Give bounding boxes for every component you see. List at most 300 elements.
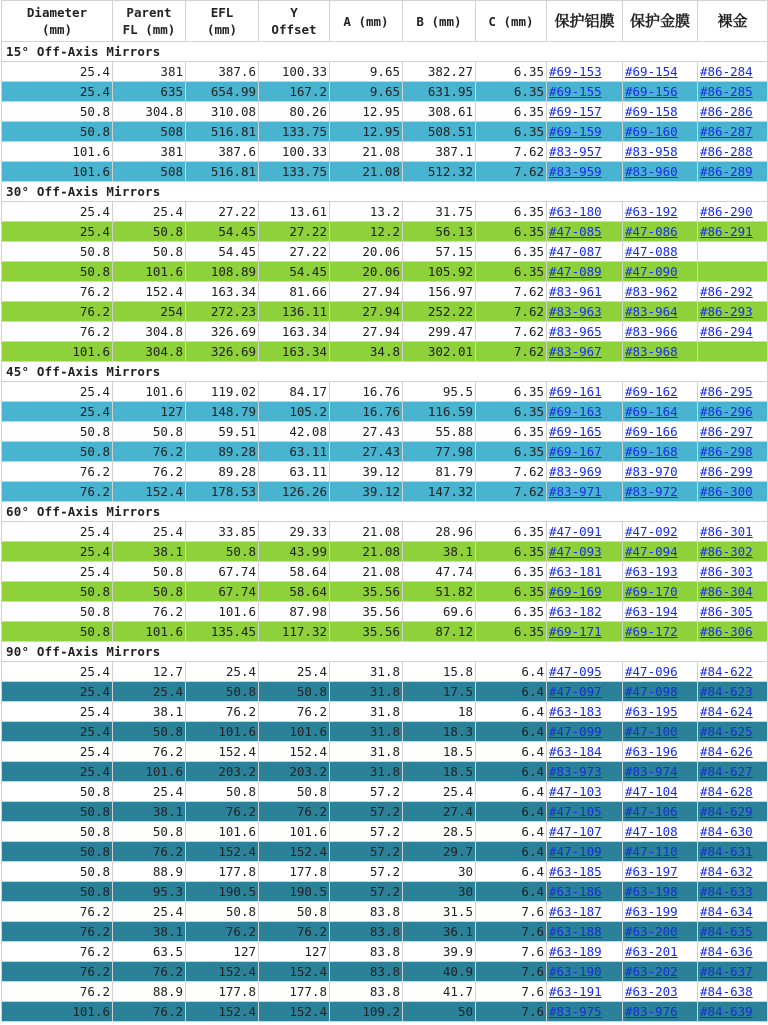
part-number-link[interactable]: #83-965 (549, 324, 602, 339)
cell-b: 81.79 (403, 462, 476, 482)
part-number-link[interactable]: #47-099 (549, 724, 602, 739)
part-number-link[interactable]: #86-306 (700, 624, 753, 639)
part-number-link[interactable]: #86-290 (700, 204, 753, 219)
part-number-link[interactable]: #47-094 (625, 544, 678, 559)
part-number-link[interactable]: #84-634 (700, 904, 753, 919)
part-number-link[interactable]: #63-180 (549, 204, 602, 219)
cell-a: 12.95 (330, 102, 403, 122)
cell-gold-part (623, 942, 698, 962)
part-number-link[interactable]: #63-188 (549, 924, 602, 939)
cell-diameter: 76.2 (2, 282, 113, 302)
cell-b: 50 (403, 1002, 476, 1022)
cell-parent-fl: 88.9 (113, 862, 186, 882)
part-number-link[interactable]: #47-110 (625, 844, 678, 859)
cell-parent-fl: 381 (113, 142, 186, 162)
cell-b: 25.4 (403, 782, 476, 802)
part-number-link[interactable]: #69-158 (625, 104, 678, 119)
cell-diameter: 76.2 (2, 982, 113, 1002)
table-row (2, 982, 768, 1002)
part-number-link[interactable]: #47-086 (625, 224, 678, 239)
part-number-link[interactable]: #86-288 (700, 144, 753, 159)
cell-y-offset: 190.5 (259, 882, 330, 902)
part-number-link[interactable]: #84-629 (700, 804, 753, 819)
cell-diameter: 50.8 (2, 842, 113, 862)
part-number-link[interactable]: #47-092 (625, 524, 678, 539)
part-number-link[interactable]: #86-305 (700, 604, 753, 619)
part-number-link[interactable]: #63-183 (549, 704, 602, 719)
cell-bare-gold-part (698, 982, 768, 1002)
part-number-link[interactable]: #69-156 (625, 84, 678, 99)
cell-parent-fl: 12.7 (113, 662, 186, 682)
part-number-link[interactable]: #86-286 (700, 104, 753, 119)
cell-bare-gold-part (698, 222, 768, 242)
cell-y-offset: 105.2 (259, 402, 330, 422)
cell-parent-fl: 50.8 (113, 222, 186, 242)
cell-y-offset: 100.33 (259, 62, 330, 82)
part-number-link[interactable]: #83-959 (549, 164, 602, 179)
part-number-link[interactable]: #63-196 (625, 744, 678, 759)
part-number-link[interactable]: #69-164 (625, 404, 678, 419)
cell-bare-gold-part (698, 482, 768, 502)
part-number-link[interactable]: #47-085 (549, 224, 602, 239)
cell-efl: 108.89 (186, 262, 259, 282)
section-title: 45° Off-Axis Mirrors (2, 362, 768, 382)
cell-c: 7.62 (476, 162, 547, 182)
part-number-link[interactable]: #86-304 (700, 584, 753, 599)
cell-gold-part (623, 462, 698, 482)
cell-parent-fl: 508 (113, 122, 186, 142)
table-row (2, 822, 768, 842)
part-number-link[interactable]: #63-187 (549, 904, 602, 919)
part-number-link[interactable]: #86-289 (700, 164, 753, 179)
cell-gold-part (623, 242, 698, 262)
cell-a: 35.56 (330, 602, 403, 622)
part-number-link[interactable]: #86-301 (700, 524, 753, 539)
cell-efl: 177.8 (186, 862, 259, 882)
cell-gold-part (623, 602, 698, 622)
cell-c: 6.35 (476, 562, 547, 582)
part-number-link[interactable]: #86-292 (700, 284, 753, 299)
part-number-link[interactable]: #83-971 (549, 484, 602, 499)
cell-diameter: 25.4 (2, 202, 113, 222)
cell-aluminum-part (547, 222, 623, 242)
cell-b: 631.95 (403, 82, 476, 102)
cell-diameter: 76.2 (2, 462, 113, 482)
part-number-link[interactable]: #86-294 (700, 324, 753, 339)
part-number-link[interactable]: #47-095 (549, 664, 602, 679)
part-number-link[interactable]: #63-197 (625, 864, 678, 879)
part-number-link[interactable]: #47-098 (625, 684, 678, 699)
cell-y-offset: 163.34 (259, 342, 330, 362)
cell-efl: 89.28 (186, 462, 259, 482)
cell-parent-fl: 38.1 (113, 802, 186, 822)
cell-b: 18.5 (403, 742, 476, 762)
part-number-link[interactable]: #63-199 (625, 904, 678, 919)
part-number-link[interactable]: #83-973 (549, 764, 602, 779)
part-number-link[interactable]: #84-626 (700, 744, 753, 759)
cell-bare-gold-part (698, 582, 768, 602)
part-number-link[interactable]: #83-961 (549, 284, 602, 299)
table-row (2, 622, 768, 642)
cell-c: 7.62 (476, 462, 547, 482)
cell-efl: 76.2 (186, 802, 259, 822)
cell-diameter: 50.8 (2, 782, 113, 802)
part-number-link[interactable]: #47-091 (549, 524, 602, 539)
cell-y-offset: 117.32 (259, 622, 330, 642)
cell-parent-fl: 50.8 (113, 242, 186, 262)
part-number-link[interactable]: #69-160 (625, 124, 678, 139)
part-number-link[interactable]: #83-970 (625, 464, 678, 479)
part-number-link[interactable]: #69-172 (625, 624, 678, 639)
cell-gold-part (623, 102, 698, 122)
part-number-link[interactable]: #63-194 (625, 604, 678, 619)
cell-c: 7.6 (476, 942, 547, 962)
cell-efl: 76.2 (186, 922, 259, 942)
cell-y-offset: 76.2 (259, 702, 330, 722)
part-number-link[interactable]: #86-295 (700, 384, 753, 399)
cell-b: 105.92 (403, 262, 476, 282)
cell-b: 95.5 (403, 382, 476, 402)
cell-bare-gold-part (698, 322, 768, 342)
part-number-link[interactable]: #84-636 (700, 944, 753, 959)
cell-y-offset: 50.8 (259, 782, 330, 802)
cell-efl: 67.74 (186, 562, 259, 582)
part-number-link[interactable]: #83-958 (625, 144, 678, 159)
part-number-link[interactable]: #69-162 (625, 384, 678, 399)
cell-c: 7.6 (476, 962, 547, 982)
cell-parent-fl: 50.8 (113, 722, 186, 742)
cell-parent-fl: 381 (113, 62, 186, 82)
part-number-link[interactable]: #83-957 (549, 144, 602, 159)
cell-bare-gold-part (698, 282, 768, 302)
part-number-link[interactable]: #69-170 (625, 584, 678, 599)
part-number-link[interactable]: #84-635 (700, 924, 753, 939)
part-number-link[interactable]: #47-090 (625, 264, 678, 279)
part-number-link[interactable]: #86-296 (700, 404, 753, 419)
cell-gold-part (623, 542, 698, 562)
cell-efl: 163.34 (186, 282, 259, 302)
section-header (2, 42, 768, 62)
part-number-link[interactable]: #69-167 (549, 444, 602, 459)
cell-b: 512.32 (403, 162, 476, 182)
part-number-link[interactable]: #69-153 (549, 64, 602, 79)
cell-efl: 54.45 (186, 242, 259, 262)
cell-b: 30 (403, 862, 476, 882)
part-number-link[interactable]: #86-298 (700, 444, 753, 459)
table-row (2, 702, 768, 722)
cell-diameter: 50.8 (2, 262, 113, 282)
part-number-link[interactable]: #47-089 (549, 264, 602, 279)
cell-aluminum-part (547, 202, 623, 222)
cell-bare-gold-part (698, 542, 768, 562)
cell-diameter: 50.8 (2, 862, 113, 882)
cell-efl: 50.8 (186, 542, 259, 562)
cell-efl: 50.8 (186, 782, 259, 802)
cell-aluminum-part (547, 982, 623, 1002)
header-y-offset: Y Offset (259, 1, 330, 42)
cell-aluminum-part (547, 882, 623, 902)
cell-aluminum-part (547, 122, 623, 142)
cell-gold-part (623, 1002, 698, 1022)
table-row (2, 422, 768, 442)
part-number-link[interactable]: #69-161 (549, 384, 602, 399)
cell-b: 39.9 (403, 942, 476, 962)
part-number-link[interactable]: #83-972 (625, 484, 678, 499)
part-number-link[interactable]: #47-109 (549, 844, 602, 859)
part-number-link[interactable]: #69-169 (549, 584, 602, 599)
part-number-link[interactable]: #83-967 (549, 344, 602, 359)
part-number-link[interactable]: #63-203 (625, 984, 678, 999)
cell-c: 6.35 (476, 62, 547, 82)
part-number-link[interactable]: #47-106 (625, 804, 678, 819)
part-number-link[interactable]: #47-097 (549, 684, 602, 699)
part-number-link[interactable]: #84-632 (700, 864, 753, 879)
cell-b: 40.9 (403, 962, 476, 982)
cell-bare-gold-part (698, 742, 768, 762)
cell-c: 6.4 (476, 822, 547, 842)
cell-bare-gold-part (698, 82, 768, 102)
cell-aluminum-part (547, 742, 623, 762)
cell-bare-gold-part (698, 902, 768, 922)
part-number-link[interactable]: #83-963 (549, 304, 602, 319)
part-number-link[interactable]: #63-201 (625, 944, 678, 959)
part-number-link[interactable]: #69-159 (549, 124, 602, 139)
section-header (2, 362, 768, 382)
part-number-link[interactable]: #83-976 (625, 1004, 678, 1019)
cell-parent-fl: 25.4 (113, 682, 186, 702)
cell-diameter: 50.8 (2, 102, 113, 122)
cell-bare-gold-part (698, 62, 768, 82)
cell-efl: 59.51 (186, 422, 259, 442)
cell-b: 41.7 (403, 982, 476, 1002)
part-number-link[interactable]: #84-627 (700, 764, 753, 779)
cell-b: 156.97 (403, 282, 476, 302)
cell-gold-part (623, 322, 698, 342)
part-number-link[interactable]: #86-293 (700, 304, 753, 319)
cell-gold-part (623, 382, 698, 402)
part-number-link[interactable]: #63-192 (625, 204, 678, 219)
cell-bare-gold-part (698, 342, 768, 362)
part-number-link[interactable]: #63-185 (549, 864, 602, 879)
header-bare-gold: 裸金 (698, 1, 768, 42)
part-number-link[interactable]: #84-639 (700, 1004, 753, 1019)
cell-b: 382.27 (403, 62, 476, 82)
part-number-link[interactable]: #83-962 (625, 284, 678, 299)
table-row (2, 522, 768, 542)
cell-a: 16.76 (330, 382, 403, 402)
cell-parent-fl: 254 (113, 302, 186, 322)
part-number-link[interactable]: #47-108 (625, 824, 678, 839)
part-number-link[interactable]: #69-168 (625, 444, 678, 459)
part-number-link[interactable]: #69-163 (549, 404, 602, 419)
cell-parent-fl: 25.4 (113, 902, 186, 922)
part-number-link[interactable]: #84-638 (700, 984, 753, 999)
part-number-link[interactable]: #63-186 (549, 884, 602, 899)
table-row (2, 402, 768, 422)
part-number-link[interactable]: #86-303 (700, 564, 753, 579)
cell-b: 77.98 (403, 442, 476, 462)
part-number-link[interactable]: #84-625 (700, 724, 753, 739)
cell-c: 6.35 (476, 242, 547, 262)
part-number-link[interactable]: #63-181 (549, 564, 602, 579)
part-number-link[interactable]: #63-189 (549, 944, 602, 959)
cell-bare-gold-part (698, 942, 768, 962)
cell-bare-gold-part (698, 782, 768, 802)
part-number-link[interactable]: #84-624 (700, 704, 753, 719)
cell-b: 31.75 (403, 202, 476, 222)
cell-bare-gold-part (698, 162, 768, 182)
cell-b: 36.1 (403, 922, 476, 942)
cell-diameter: 50.8 (2, 442, 113, 462)
cell-parent-fl: 127 (113, 402, 186, 422)
part-number-link[interactable]: #47-107 (549, 824, 602, 839)
part-number-link[interactable]: #86-299 (700, 464, 753, 479)
cell-y-offset: 152.4 (259, 742, 330, 762)
part-number-link[interactable]: #63-182 (549, 604, 602, 619)
cell-a: 83.8 (330, 962, 403, 982)
table-row (2, 902, 768, 922)
part-number-link[interactable]: #47-100 (625, 724, 678, 739)
cell-b: 147.32 (403, 482, 476, 502)
part-number-link[interactable]: #83-966 (625, 324, 678, 339)
cell-c: 6.35 (476, 382, 547, 402)
cell-gold-part (623, 282, 698, 302)
cell-c: 6.35 (476, 102, 547, 122)
part-number-link[interactable]: #63-202 (625, 964, 678, 979)
part-number-link[interactable]: #83-968 (625, 344, 678, 359)
part-number-link[interactable]: #69-171 (549, 624, 602, 639)
cell-c: 6.4 (476, 722, 547, 742)
part-number-link[interactable]: #84-633 (700, 884, 753, 899)
table-row (2, 322, 768, 342)
part-number-link[interactable]: #47-105 (549, 804, 602, 819)
cell-b: 302.01 (403, 342, 476, 362)
part-number-link[interactable]: #83-964 (625, 304, 678, 319)
part-number-link[interactable]: #84-637 (700, 964, 753, 979)
cell-gold-part (623, 122, 698, 142)
cell-diameter: 25.4 (2, 762, 113, 782)
part-number-link[interactable]: #47-087 (549, 244, 602, 259)
part-number-link[interactable]: #63-198 (625, 884, 678, 899)
cell-gold-part (623, 862, 698, 882)
cell-diameter: 25.4 (2, 742, 113, 762)
part-number-link[interactable]: #47-096 (625, 664, 678, 679)
part-number-link[interactable]: #47-088 (625, 244, 678, 259)
part-number-link[interactable]: #83-960 (625, 164, 678, 179)
cell-a: 109.2 (330, 1002, 403, 1022)
cell-y-offset: 27.22 (259, 242, 330, 262)
cell-c: 7.6 (476, 922, 547, 942)
cell-diameter: 25.4 (2, 62, 113, 82)
part-number-link[interactable]: #86-287 (700, 124, 753, 139)
cell-b: 38.1 (403, 542, 476, 562)
cell-parent-fl: 76.2 (113, 442, 186, 462)
cell-b: 55.88 (403, 422, 476, 442)
cell-y-offset: 100.33 (259, 142, 330, 162)
cell-b: 28.96 (403, 522, 476, 542)
part-number-link[interactable]: #47-103 (549, 784, 602, 799)
part-number-link[interactable]: #63-195 (625, 704, 678, 719)
part-number-link[interactable]: #86-297 (700, 424, 753, 439)
cell-bare-gold-part (698, 702, 768, 722)
part-number-link[interactable]: #83-974 (625, 764, 678, 779)
table-row (2, 762, 768, 782)
part-number-link[interactable]: #86-285 (700, 84, 753, 99)
part-number-link[interactable]: #47-104 (625, 784, 678, 799)
part-number-link[interactable]: #86-291 (700, 224, 753, 239)
cell-b: 69.6 (403, 602, 476, 622)
header-c: C (mm) (476, 1, 547, 42)
part-number-link[interactable]: #47-093 (549, 544, 602, 559)
header-efl: EFL (mm) (186, 1, 259, 42)
part-number-link[interactable]: #83-975 (549, 1004, 602, 1019)
cell-y-offset: 58.64 (259, 582, 330, 602)
part-number-link[interactable]: #69-165 (549, 424, 602, 439)
table-row (2, 262, 768, 282)
table-row (2, 222, 768, 242)
part-number-link[interactable]: #63-190 (549, 964, 602, 979)
cell-diameter: 50.8 (2, 122, 113, 142)
cell-parent-fl: 152.4 (113, 282, 186, 302)
cell-diameter: 50.8 (2, 882, 113, 902)
cell-c: 6.35 (476, 122, 547, 142)
cell-bare-gold-part (698, 142, 768, 162)
cell-efl: 101.6 (186, 822, 259, 842)
table-row (2, 82, 768, 102)
cell-aluminum-part (547, 422, 623, 442)
cell-parent-fl: 101.6 (113, 262, 186, 282)
cell-gold-part (623, 842, 698, 862)
cell-b: 17.5 (403, 682, 476, 702)
table-row (2, 562, 768, 582)
cell-parent-fl: 76.2 (113, 462, 186, 482)
cell-parent-fl: 101.6 (113, 382, 186, 402)
part-number-link[interactable]: #63-191 (549, 984, 602, 999)
cell-a: 31.8 (330, 762, 403, 782)
cell-a: 83.8 (330, 942, 403, 962)
part-number-link[interactable]: #69-157 (549, 104, 602, 119)
part-number-link[interactable]: #63-193 (625, 564, 678, 579)
cell-y-offset: 76.2 (259, 922, 330, 942)
cell-efl: 101.6 (186, 722, 259, 742)
cell-a: 57.2 (330, 862, 403, 882)
cell-efl: 654.99 (186, 82, 259, 102)
cell-aluminum-part (547, 902, 623, 922)
cell-gold-part (623, 822, 698, 842)
part-number-link[interactable]: #83-969 (549, 464, 602, 479)
part-number-link[interactable]: #84-631 (700, 844, 753, 859)
part-number-link[interactable]: #84-630 (700, 824, 753, 839)
cell-efl: 387.6 (186, 142, 259, 162)
part-number-link[interactable]: #69-155 (549, 84, 602, 99)
cell-bare-gold-part (698, 802, 768, 822)
part-number-link[interactable]: #63-200 (625, 924, 678, 939)
part-number-link[interactable]: #86-302 (700, 544, 753, 559)
cell-bare-gold-part (698, 762, 768, 782)
cell-bare-gold-part (698, 102, 768, 122)
part-number-link[interactable]: #69-166 (625, 424, 678, 439)
part-number-link[interactable]: #63-184 (549, 744, 602, 759)
cell-y-offset: 80.26 (259, 102, 330, 122)
header-parent-fl: Parent FL (mm) (113, 1, 186, 42)
part-number-link[interactable]: #69-154 (625, 64, 678, 79)
part-number-link[interactable]: #86-284 (700, 64, 753, 79)
part-number-link[interactable]: #86-300 (700, 484, 753, 499)
part-number-link[interactable]: #84-622 (700, 664, 753, 679)
part-number-link[interactable]: #84-628 (700, 784, 753, 799)
table-row (2, 722, 768, 742)
part-number-link[interactable]: #84-623 (700, 684, 753, 699)
